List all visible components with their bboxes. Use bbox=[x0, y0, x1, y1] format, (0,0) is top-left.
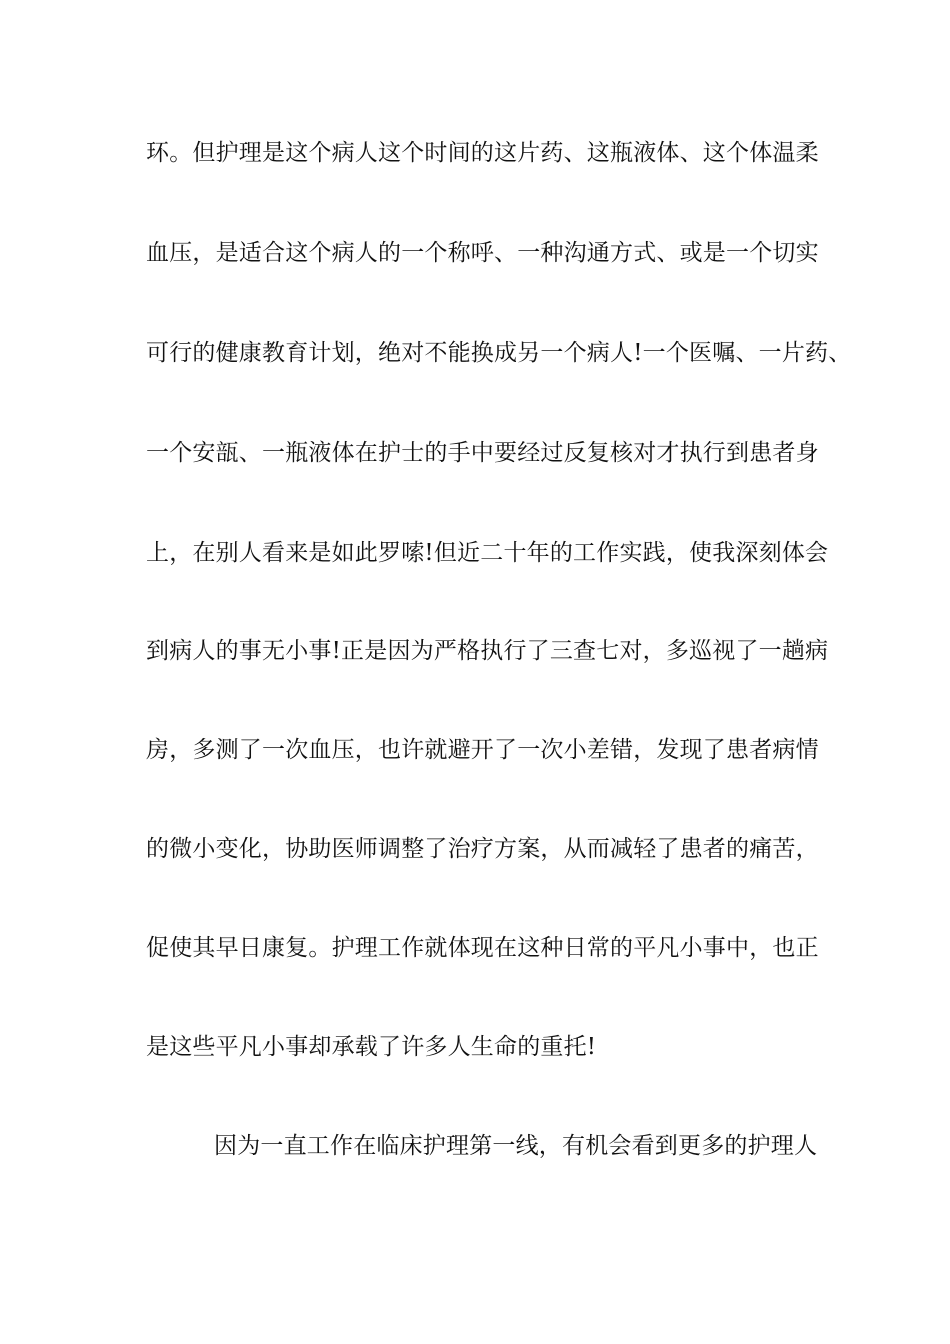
text-line: 环。但护理是这个病人这个时间的这片药、这瓶液体、这个体温柔 bbox=[146, 140, 819, 166]
text-line: 上，在别人看来是如此罗嗦!但近二十年的工作实践，使我深刻体会 bbox=[146, 540, 829, 566]
paragraph-start-line: 因为一直工作在临床护理第一线，有机会看到更多的护理人 bbox=[214, 1133, 818, 1159]
text-line: 房，多测了一次血压，也许就避开了一次小差错，发现了患者病情 bbox=[146, 737, 819, 763]
text-line: 的微小变化，协助医师调整了治疗方案，从而减轻了患者的痛苦， bbox=[146, 836, 819, 862]
text-line: 可行的健康教育计划，绝对不能换成另一个病人!一个医嘱、一片药、 bbox=[146, 340, 852, 366]
text-line: 是这些平凡小事却承载了许多人生命的重托! bbox=[146, 1034, 597, 1060]
text-line: 到病人的事无小事!正是因为严格执行了三查七对，多巡视了一趟病 bbox=[146, 638, 829, 664]
text-line: 血压，是适合这个病人的一个称呼、一种沟通方式、或是一个切实 bbox=[146, 240, 819, 266]
text-line: 促使其早日康复。护理工作就体现在这种日常的平凡小事中，也正 bbox=[146, 935, 819, 961]
text-line: 一个安瓿、一瓶液体在护士的手中要经过反复核对才执行到患者身 bbox=[146, 440, 819, 466]
